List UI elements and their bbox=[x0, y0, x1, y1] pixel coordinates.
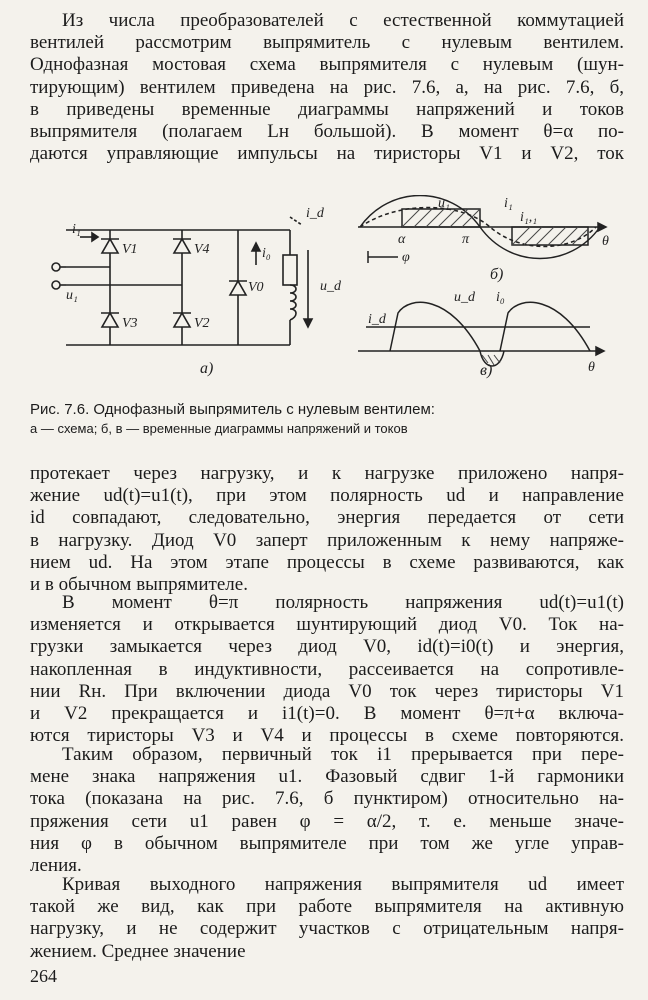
text-line: такой же вид, как при работе выпрямителя на активную bbox=[30, 896, 624, 918]
label-b-i11: i₁,₁ bbox=[520, 210, 538, 225]
text-line: Таким образом, первичный ток i1 прерывается при пере- bbox=[62, 744, 624, 765]
text-line: нагрузку, и не содержит участков с отрицательным напря- bbox=[30, 918, 624, 940]
caption-title: Рис. 7.6. Однофазный выпрямитель с нулевым вентилем: bbox=[30, 401, 435, 418]
schematic-a bbox=[52, 217, 312, 345]
diagram-c-labels bbox=[368, 290, 595, 379]
label-c-id: i_d bbox=[368, 312, 386, 327]
label-v4: V4 bbox=[194, 242, 210, 257]
label-v2: V2 bbox=[194, 316, 210, 331]
text-line: вентилей рассмотрим выпрямитель с нулевым вентилем. bbox=[30, 32, 624, 54]
paragraph-1 bbox=[30, 10, 624, 165]
figure-caption bbox=[30, 400, 624, 438]
diagram-c bbox=[358, 302, 604, 366]
label-u1: u₁ bbox=[66, 288, 78, 303]
label-b-i1: i₁ bbox=[504, 196, 513, 211]
text-line: протекает через нагрузку, и к нагрузке приложено напря- bbox=[30, 463, 624, 484]
text-line: жением. Среднее значение bbox=[30, 940, 246, 962]
label-c-theta: θ bbox=[588, 360, 595, 375]
text-line: и в обычном выпрямителе. bbox=[30, 574, 248, 596]
text-line: изменяется и открывается шунтирующий диод V0. Ток на- bbox=[30, 614, 624, 636]
text-line: даются управляющие импульсы на тиристоры V1 и V2, ток bbox=[30, 143, 624, 165]
label-c-ud: u_d bbox=[454, 290, 475, 305]
label-v1: V1 bbox=[122, 242, 138, 257]
paragraph-5 bbox=[30, 874, 624, 963]
text-line: тока (показана на рис. 7.6, б пунктиром) относительно на- bbox=[30, 788, 624, 810]
text-line: нии Rн. При включении диода V0 ток через тиристоры V1 bbox=[30, 680, 624, 702]
diagram-b bbox=[358, 196, 606, 264]
text-line: ления. bbox=[30, 855, 82, 877]
page-number: 264 bbox=[30, 966, 57, 986]
text-line: и V2 прекращается и i1(t)=0. В момент θ=π+α включа- bbox=[30, 703, 624, 725]
label-b-pi: π bbox=[462, 232, 470, 247]
text-line: ния φ в обычном выпрямителе при том же угле управ- bbox=[30, 832, 624, 854]
text-line: выпрямителя (полагаем Lн большой). В момент θ=α по- bbox=[30, 121, 624, 143]
caption-subtitle: а — схема; б, в — временные диаграммы напряжений и токов bbox=[30, 421, 408, 436]
text-line: в нагрузку. Диод V0 заперт приложенным к нему напряже- bbox=[30, 529, 624, 551]
schematic-labels bbox=[66, 206, 342, 377]
text-line: накопленная в индуктивности, рассеивается на сопротивле- bbox=[30, 658, 624, 680]
label-id: i_d bbox=[306, 206, 324, 221]
text-line: мене знака напряжения u1. Фазовый сдвиг 1-й гармоники bbox=[30, 766, 624, 788]
text-line: Из числа преобразователей с естественной коммутацией bbox=[62, 10, 624, 31]
label-ud: u_d bbox=[320, 279, 341, 294]
figure-7-6 bbox=[30, 195, 624, 400]
label-b-theta: θ bbox=[602, 234, 609, 249]
paragraph-2 bbox=[30, 463, 624, 596]
label-b-u1: u₁ bbox=[438, 196, 450, 211]
paragraph-3 bbox=[30, 592, 624, 747]
text-line: В момент θ=π полярность напряжения ud(t)=u1(t) bbox=[62, 592, 624, 613]
label-sub-b: б) bbox=[490, 266, 504, 283]
label-sub-a: а) bbox=[200, 360, 214, 377]
text-line: id совпадают, следовательно, энергия передается от сети bbox=[30, 507, 624, 529]
text-line: грузки замыкается через диод V0, id(t)=i0(t) и энергия, bbox=[30, 636, 624, 658]
text-line: пряжения сети u1 равен φ = α/2, т. е. меньше значе- bbox=[30, 810, 624, 832]
text-line: тирующим) вентилем приведена на рис. 7.6, а, на рис. 7.6, б, bbox=[30, 76, 624, 98]
label-i0: i₀ bbox=[262, 246, 271, 261]
text-line: ются тиристоры V3 и V4 и процессы в схеме повторяются. bbox=[30, 725, 624, 747]
label-v3: V3 bbox=[122, 316, 138, 331]
text-line: Однофазная мостовая схема выпрямителя с нулевым (шун- bbox=[30, 54, 624, 76]
text-line: в приведены временные диаграммы напряжений и токов bbox=[30, 98, 624, 120]
label-b-alpha: α bbox=[398, 232, 406, 247]
text-line: нием ud. На этом этапе процессы в схеме развиваются, как bbox=[30, 551, 624, 573]
paragraph-4 bbox=[30, 744, 624, 877]
text-line: жение ud(t)=u1(t), при этом полярность ud и направление bbox=[30, 485, 624, 507]
label-b-phi: φ bbox=[402, 250, 410, 265]
label-c-i0: i₀ bbox=[496, 290, 505, 305]
label-i1: i₁ bbox=[72, 222, 81, 237]
label-sub-c: в) bbox=[480, 362, 493, 379]
label-v0: V0 bbox=[248, 280, 264, 295]
text-line: Кривая выходного напряжения выпрямителя ud имеет bbox=[62, 874, 624, 895]
